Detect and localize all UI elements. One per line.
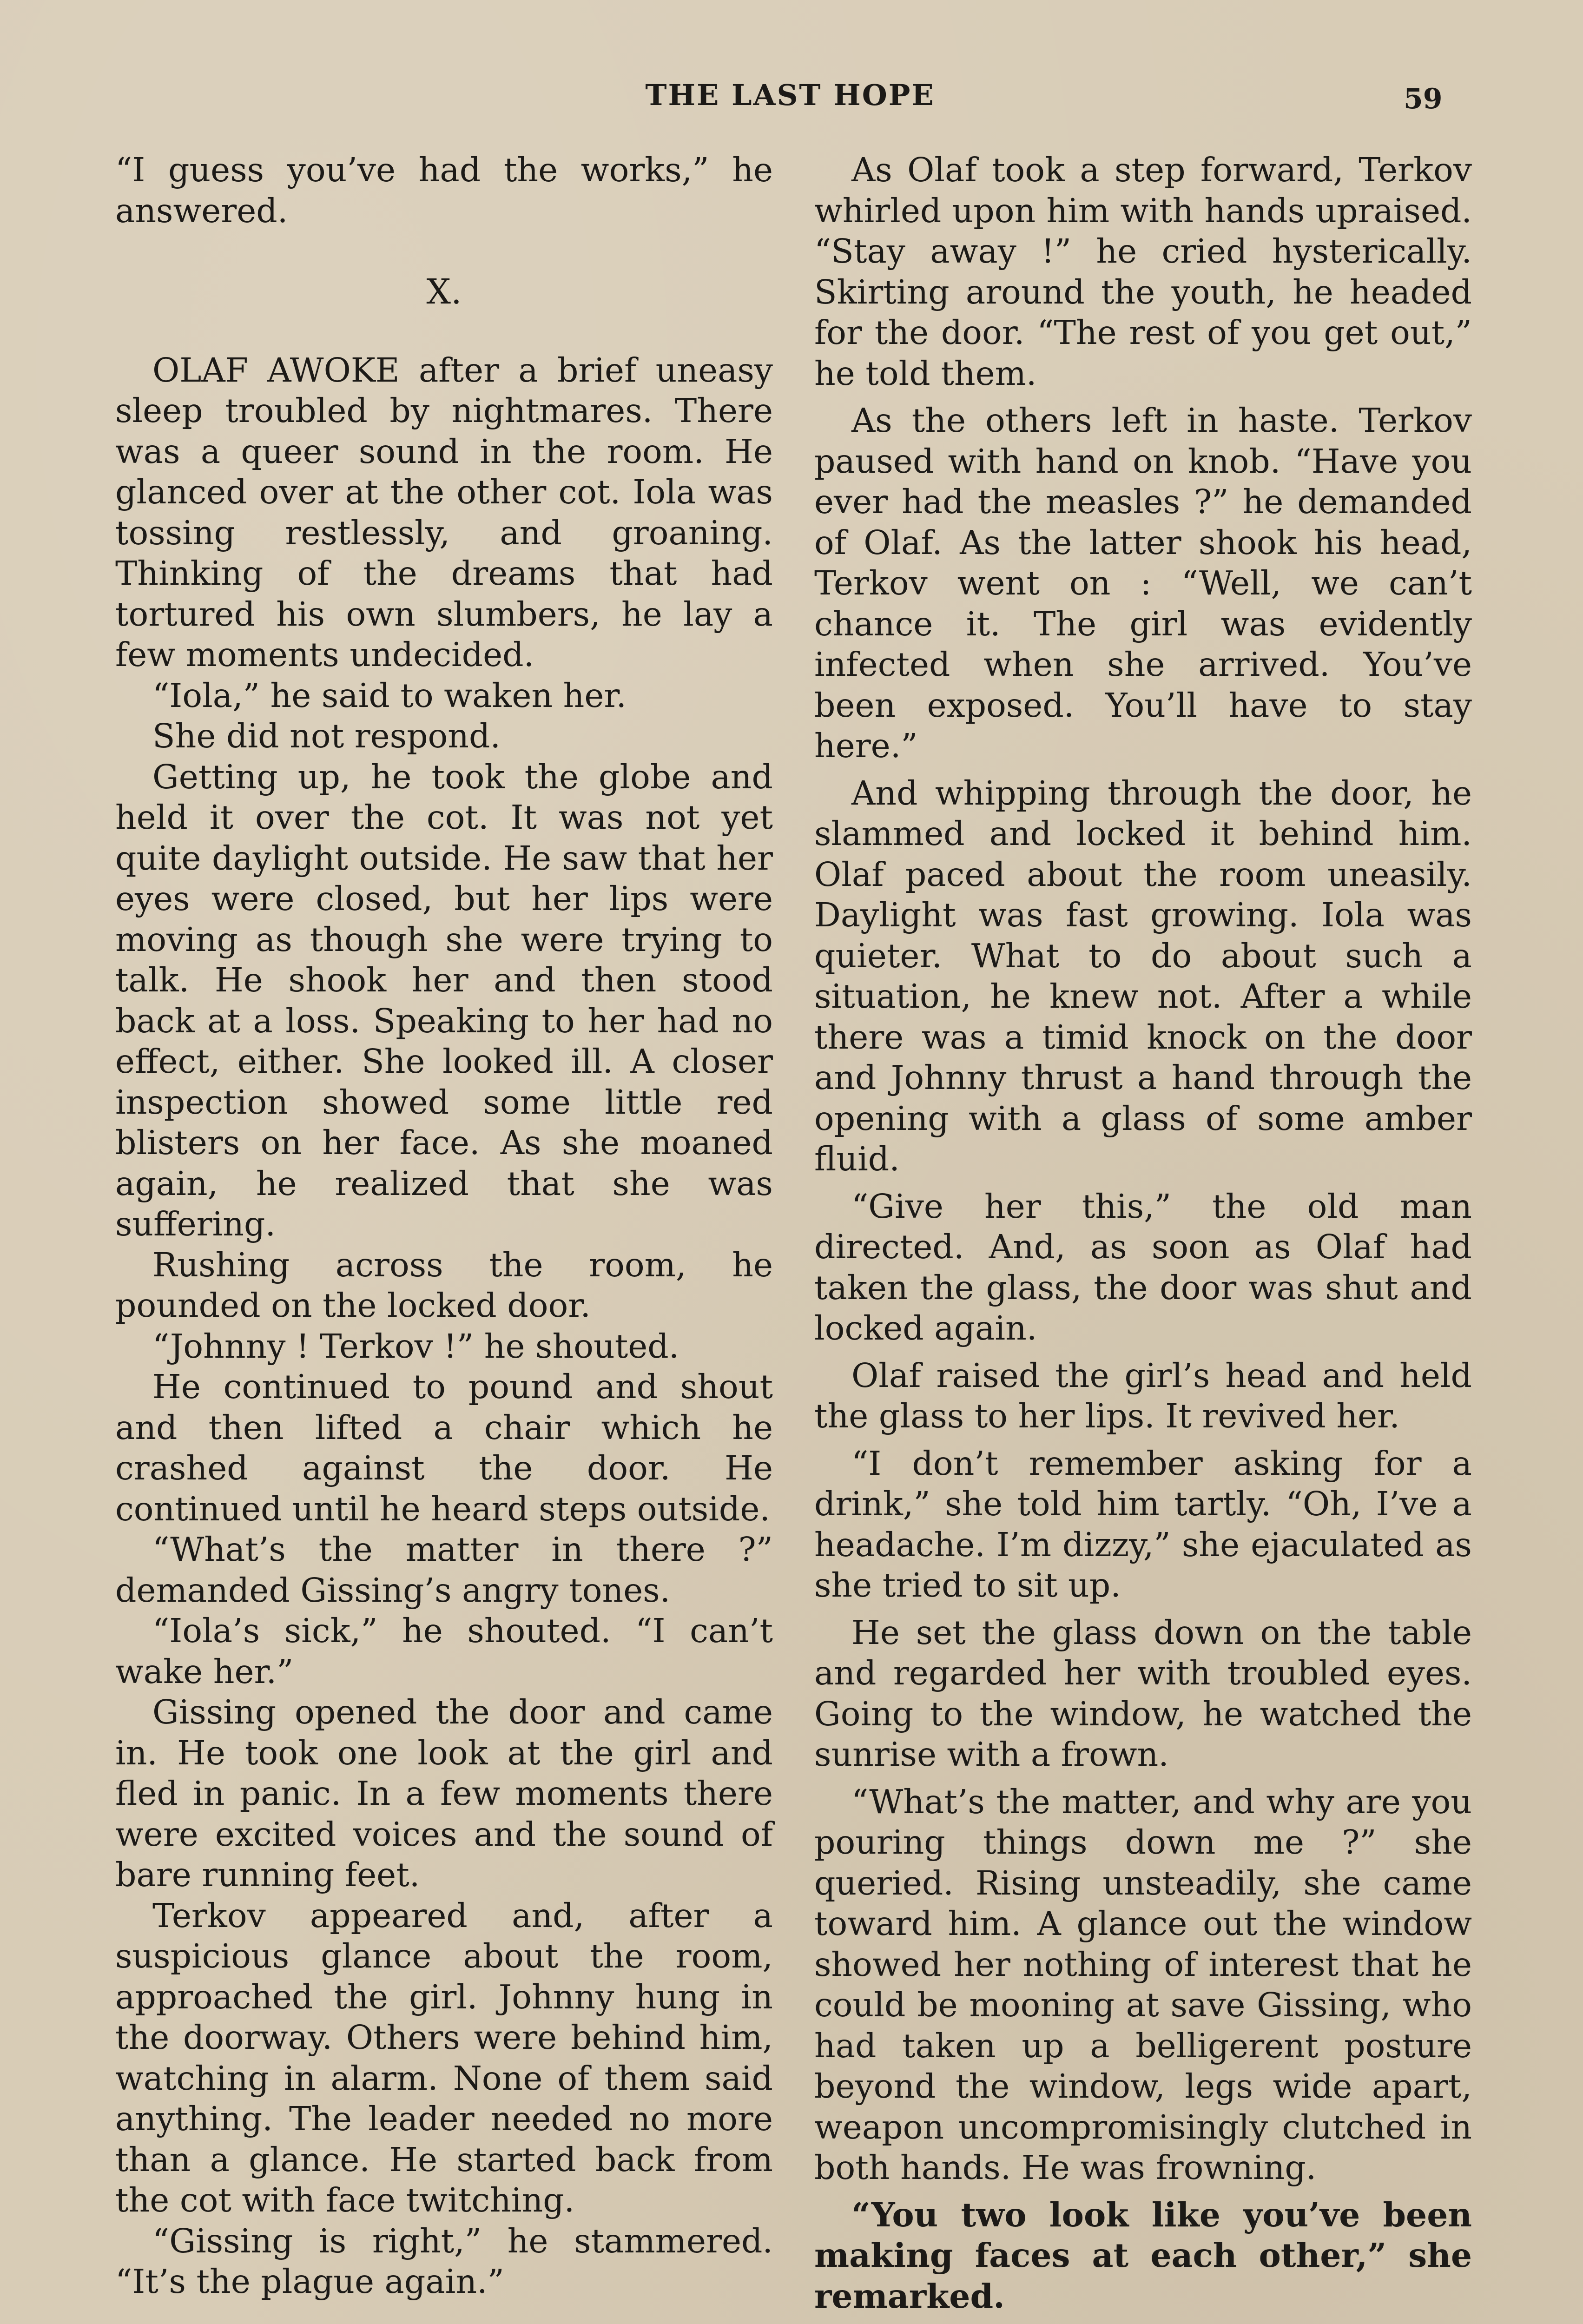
paragraph: “Gissing is right,” he stammered. “It’s the plague again.” xyxy=(115,2221,773,2301)
paragraph: Getting up, he took the globe and held it over the cot. It was not yet quite daylight outside. He saw that her eyes were closed, but her lips were moving as though she were trying to talk. He shook her and then stood back at a loss. Speaking to her had no effect, either. She looked ill. A closer inspection showed some little red blisters on her face. As she moaned again, he realized that she was suffering. xyxy=(115,757,773,1243)
paragraph: “I don’t remember asking for a drink,” she told him tartly. “Oh, I’ve a headache. I’m dizzy,” she ejaculated as she tried to sit up. xyxy=(814,1444,1472,1604)
paragraph: As Olaf took a step forward, Terkov whirled upon him with hands upraised. “Stay away !” he cried hysterically. Skirting around the youth, he headed for the door. “The rest of you get out,” he told them. xyxy=(814,151,1472,393)
paragraph: “Johnny ! Terkov !” he shouted. xyxy=(152,1327,679,1366)
paragraph: As the others left in haste. Terkov paused with hand on knob. “Have you ever had the measles ?” he demanded of Olaf. As the latter shook his head, Terkov went on : “Well, we can’t chance it. The girl was evidently infected when she arrived. You’ve been exposed. You’ll have to stay here.” xyxy=(814,401,1472,765)
paragraph: He continued to pound and shout and then lifted a chair which he crashed against the door. He continued until he heard steps outside. xyxy=(115,1367,773,1528)
paragraph: Olaf raised the girl’s head and held the glass to her lips. It revived her. xyxy=(814,1356,1472,1435)
paragraph: “What’s the matter, and why are you pouring things down me ?” she queried. Rising unsteadily, she came toward him. A glance out the window showed her nothing of interest that he could be mooning at save Gissing, who had taken up a belligerent posture beyond the window, legs wide apart, weapon uncompromisingly clutched in both hands. He was frowning. xyxy=(814,1782,1472,2187)
paragraph: Rushing across the room, he pounded on the locked door. xyxy=(115,1245,773,1325)
paragraph: She did not respond. xyxy=(152,717,501,755)
running-title: THE LAST HOPE xyxy=(645,78,935,112)
left-column xyxy=(115,150,773,2302)
running-header xyxy=(0,78,1583,129)
paragraph: He set the glass down on the table and regarded her with troubled eyes. Going to the window, he watched the sunrise with a frown. xyxy=(814,1613,1472,1774)
paragraph: Gissing opened the door and came in. He took one look at the girl and fled in panic. In a few moments there were excited voices and the sound of bare running feet. xyxy=(115,1693,773,1894)
right-column xyxy=(814,150,1472,2317)
paragraph: Terkov appeared and, after a suspicious glance about the room, approached the girl. Johnny hung in the doorway. Others were behind him, watching in alarm. None of them said anything. The leader needed no more than a glance. He started back from the cot with face twitching. xyxy=(115,1896,773,2219)
paragraph: “I guess you’ve had the works,” he answered. xyxy=(115,151,773,230)
section-number: X. xyxy=(426,272,462,312)
paragraph: “Iola,” he said to waken her. xyxy=(152,676,627,715)
paragraph: And whipping through the door, he slammed and locked it behind him. Olaf paced about the room uneasily. Daylight was fast growing. Iola was quieter. What to do about such a situation, he knew not. After a while there was a timid knock on the door and Johnny thrust a hand through the opening with a glass of some amber fluid. xyxy=(814,773,1472,1178)
paragraph: “What’s the matter in there ?” demanded Gissing’s angry tones. xyxy=(115,1530,773,1610)
paragraph: OLAF AWOKE after a brief uneasy sleep troubled by nightmares. There was a queer sound in the room. He glanced over at the other cot. Iola was tossing restlessly, and groaning. Thinking of the dreams that had tortured his own slumbers, he lay a few moments undecided. xyxy=(115,350,773,674)
paragraph: “You two look like you’ve been making faces at each other,” she remarked. xyxy=(814,2195,1472,2316)
paragraph: “Iola’s sick,” he shouted. “I can’t wake her.” xyxy=(115,1611,773,1691)
paragraph: “Give her this,” the old man directed. And, as soon as Olaf had taken the glass, the door was shut and locked again. xyxy=(814,1187,1472,1347)
page-number: 59 xyxy=(1404,83,1443,115)
